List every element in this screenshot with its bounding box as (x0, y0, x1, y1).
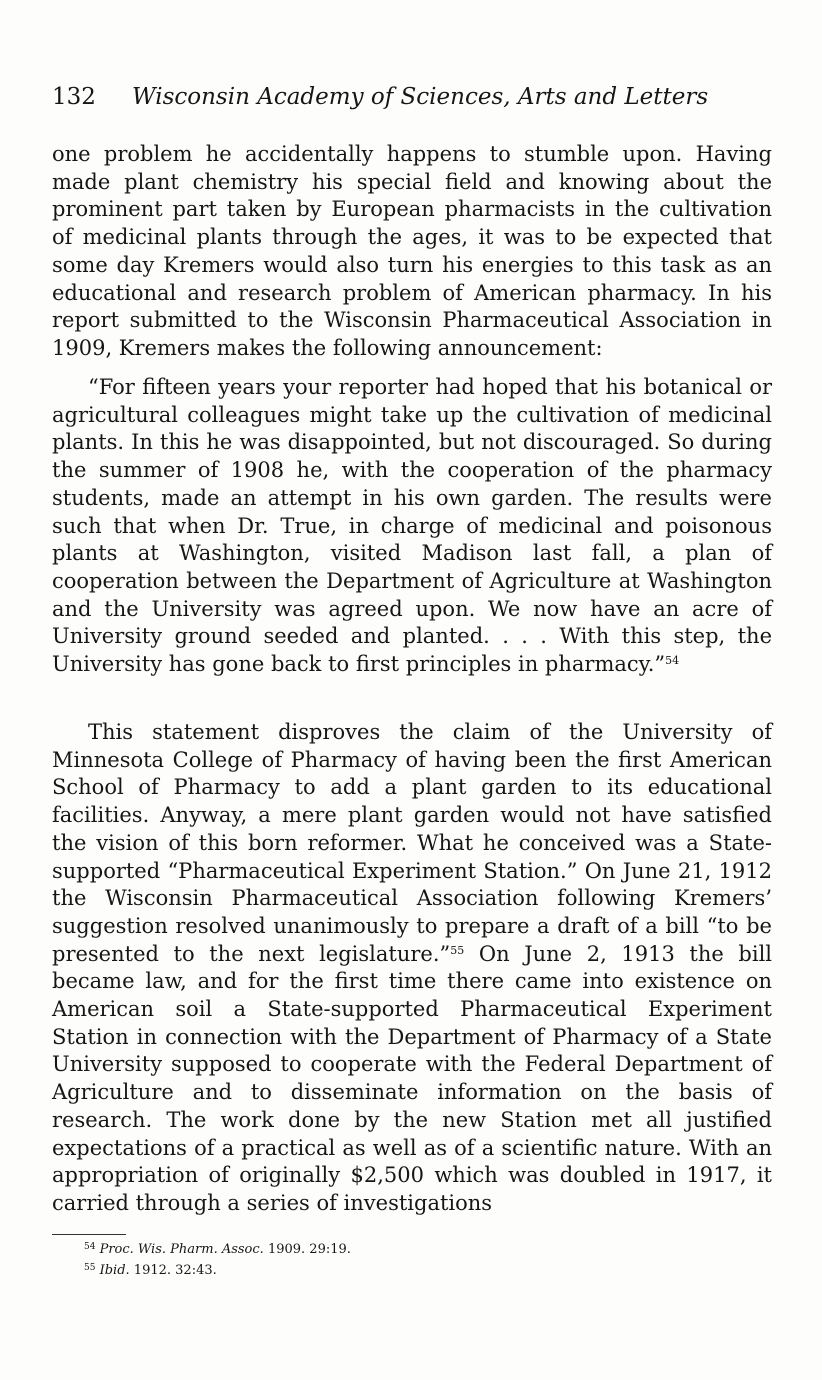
footnote-source: Proc. Wis. Pharm. Assoc. (99, 1242, 264, 1257)
paragraph-3-text-a: This statement disproves the claim of the University of Minnesota College of Pharmacy of having been the first American School of Pharmacy to add a plant garden to its educational facilities. Anyway, a mere plant garden would not have satisfied the vision of this born reformer. What he conceived was a State-supported “Pharmaceutical Experiment Station.” On June 21, 1912 the Wisconsin Pharmaceutical Association following Kremers’ suggestion resolved unanimously to prepare a draft of a bill “to be presented to the next legislature.” (52, 720, 772, 966)
paragraph-1: one problem he accidentally happens to stumble upon. Having made plant chemistry his special field and knowing about the prominent part taken by European pharmacists in the cultivation of medicinal plants through the ages, it was to be expected that some day Kremers would also turn his energies to this task as an educational and research problem of American pharmacy. In his report submitted to the Wisconsin Pharmaceutical Association in 1909, Kremers makes the following announcement: (52, 142, 772, 360)
page-number: 132 (52, 84, 96, 110)
footnote-55 (84, 1259, 684, 1280)
footnote-ref-55: 55 (450, 943, 465, 957)
footnote-ref-54: 54 (665, 654, 680, 668)
footnote-citation: 1912. 32:43. (129, 1263, 217, 1278)
paragraph-3-text-b: On June 2, 1913 the bill became law, and for the first time there came into existence on American soil a State-supported Pharmaceutical Experiment Station in connection with the Department of Pharmacy of a State University supposed to cooperate with the Federal Department of Agriculture and to disseminate information on the basis of research. The work done by the new Station met all justified expectations of a practical as well as of a scientific nature. With an appropriation of originally $2,500 which was doubled in 1917, it carried through a series of investigations (52, 941, 772, 1215)
paragraph-3 (52, 719, 772, 1218)
footnote-source: Ibid. (99, 1263, 130, 1278)
footnote-marker: 55 (84, 1263, 96, 1273)
footnotes (84, 1238, 684, 1280)
quote-text: “For fifteen years your reporter had hoped that his botanical or agricultural colleagues might take up the cultivation of medicinal plants. In this he was disappointed, but not discouraged. So during the summer of 1908 he, with the cooperation of the pharmacy students, made an attempt in his own garden. The results were such that when Dr. True, in charge of medicinal and poisonous plants at Washington, visited Madison last fall, a plan of cooperation between the Department of Agriculture at Washington and the University was agreed upon. We now have an acre of University ground seeded and planted. . . . With this step, the University has gone back to first principles in pharmacy.” (52, 375, 772, 677)
running-title: Wisconsin Academy of Sciences, Arts and Letters (132, 84, 709, 110)
running-header (52, 82, 772, 112)
footnote-divider (52, 1234, 126, 1235)
footnote-citation: 1909. 29:19. (263, 1242, 351, 1257)
footnote-marker: 54 (84, 1242, 96, 1252)
quoted-paragraph (52, 374, 772, 679)
footnote-54 (84, 1238, 684, 1259)
